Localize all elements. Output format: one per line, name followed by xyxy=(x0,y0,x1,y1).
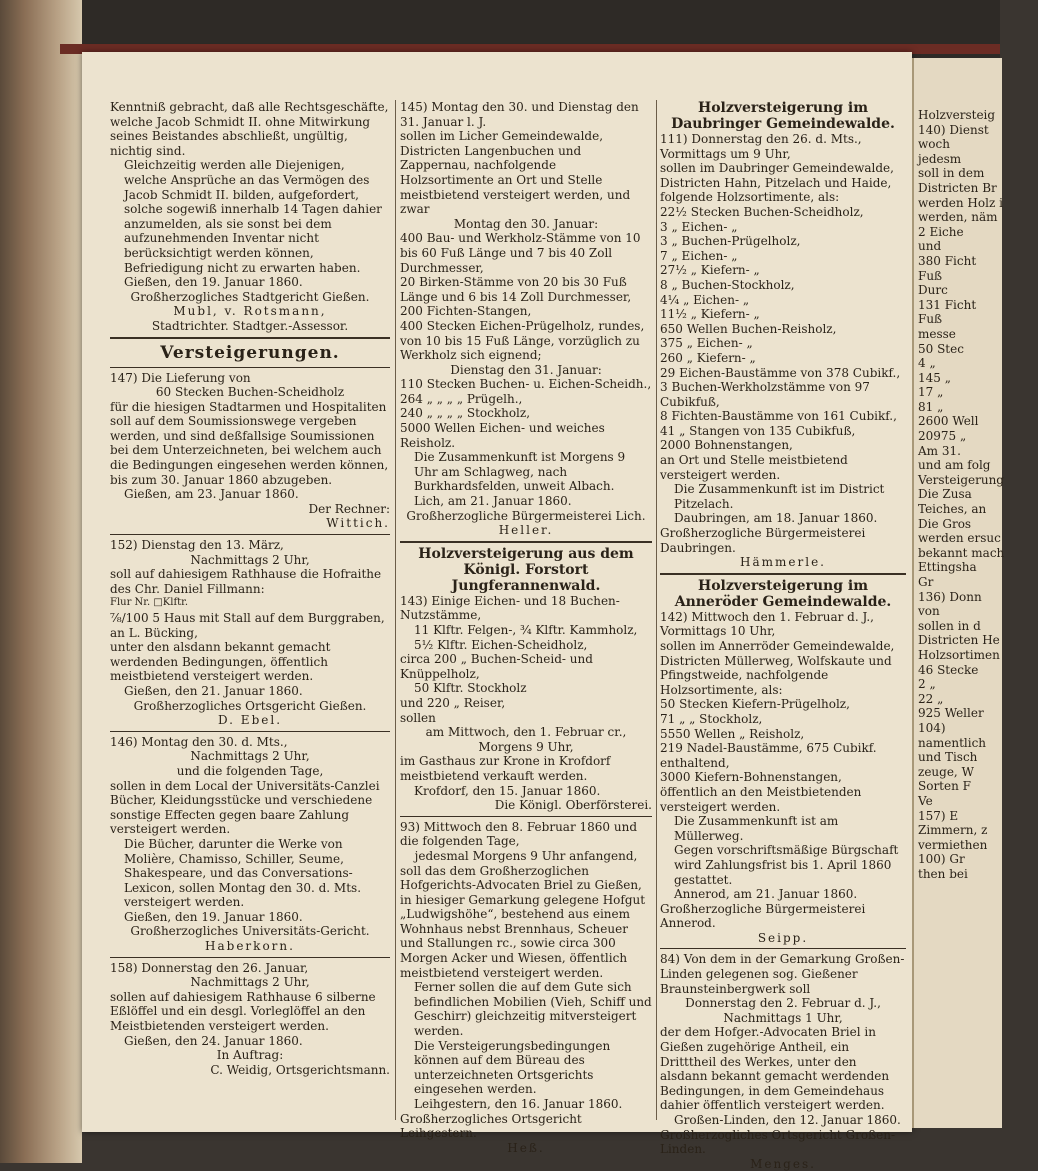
text-block: Die Zusammenkunft ist am Müllerweg. xyxy=(674,814,839,843)
signature: Heller. xyxy=(498,523,554,538)
signature-titles: Stadtrichter. Stadtger.-Assessor. xyxy=(151,318,349,333)
section-heading: Versteigerungen. xyxy=(160,342,340,363)
cropped-line: Sorten F xyxy=(918,779,971,794)
list-item: 41 „ Stangen von 135 Cubikfuß, xyxy=(660,423,856,438)
cropped-line: soll in dem xyxy=(918,166,985,181)
cropped-line: messe xyxy=(918,326,956,341)
column-2 xyxy=(400,100,652,1155)
text-block: soll auf dahiesigem Rathhause die Hofraithe des Chr. Daniel Fillmann: xyxy=(110,567,382,596)
list-item: 11 Klftr. Felgen-, ¾ Klftr. Kammholz, xyxy=(414,623,638,637)
text-block: sollen im Annerröder Gemeindewalde, Districten Müllerweg, Wolfskaute und Pfingstweide, nachfolgende Holzsortimente, als: xyxy=(660,639,895,697)
cropped-line: woch xyxy=(918,137,950,152)
cropped-line: 131 Ficht xyxy=(918,297,977,312)
notice-time: und die folgenden Tage, xyxy=(176,763,324,778)
notice-time: Nachmittags 2 Uhr, xyxy=(190,975,310,990)
cropped-line: Holzversteig xyxy=(918,108,996,122)
cropped-line: 46 Stecke xyxy=(918,662,979,677)
list-item: 71 „ „ Stockholz, xyxy=(660,711,763,726)
signature: Seipp. xyxy=(757,930,809,945)
text-block: im Gasthaus zur Krone in Krofdorf meistbietend verkauft werden. xyxy=(400,754,611,783)
table-header: Flur Nr. □Klftr. xyxy=(110,597,189,609)
date-line: Gießen, am 23. Januar 1860. xyxy=(124,487,299,502)
date-line: Krofdorf, den 15. Januar 1860. xyxy=(414,783,601,798)
list-item: 29 Eichen-Baustämme von 378 Cubikf., xyxy=(660,365,901,380)
cropped-line: 2 „ xyxy=(918,677,936,692)
list-item: 22½ Stecken Buchen-Scheidholz, xyxy=(660,204,864,219)
authority: Großherzogliche Bürgermeisterei Lich. xyxy=(406,508,646,523)
cropped-line: 20975 „ xyxy=(918,429,967,444)
signature: C. Weidig, Ortsgerichtsmann. xyxy=(210,1062,390,1077)
cropped-column xyxy=(918,108,1038,881)
notice-number: 84) Von dem in der Gemarkung Großen-Linden gelegenen sog. Gießener Braunsteinbergwerk soll xyxy=(660,952,905,996)
date-line: Gießen, den 19. Januar 1860. xyxy=(124,909,303,924)
text-block: Die Zusammenkunft ist Morgens 9 Uhr am Schlagweg, nach Burkhardsfelden, unweit Albach. xyxy=(414,450,626,494)
cropped-line: 136) Donn xyxy=(918,589,982,604)
text-block: für die hiesigen Stadtarmen und Hospitaliten soll auf dem Soumissionswege vergeben werden, und sind deßfallsige Soumissionen bei dem Unterzeichneten, bei welchem auch die Bedingungen eingesehen werden können, bis zum 30. Januar 1860 abzugeben. xyxy=(110,399,389,487)
cropped-line: 104) xyxy=(918,720,946,735)
cropped-line: und am folg xyxy=(918,458,991,473)
cropped-line: 380 Ficht xyxy=(918,253,977,268)
text-block: Die Versteigerungsbedingungen können auf dem Büreau des unterzeichneten Ortsgerichts eingesehen werden. xyxy=(414,1038,611,1097)
cropped-line: 2600 Well xyxy=(918,414,979,429)
notice-heading: Holzversteigerung im Anneröder Gemeindewalde. xyxy=(674,577,892,610)
text-block: öffentlich an den Meistbietenden versteigert werden. xyxy=(660,784,862,814)
column-rule xyxy=(395,100,396,1120)
notice-number: 143) Einige Eichen- und 18 Buchen-Nutzstämme, xyxy=(400,593,620,623)
divider xyxy=(400,541,652,543)
text-block: der dem Hofger.-Advocaten Briel in Gießen zugehörige Antheil, ein Dritttheil des Werkes, unter den alsdann bekannt gemacht werdenden Bedingungen, in dem Gemeindehaus dahier öffentlich versteigert werden. xyxy=(660,1025,890,1113)
cropped-line: werden Holz i xyxy=(918,195,1003,210)
divider xyxy=(110,534,390,535)
notice-time: jedesmal Morgens 9 Uhr anfangend, xyxy=(414,848,638,863)
divider xyxy=(400,816,652,817)
list-item: 3 „ Eichen- „ xyxy=(660,219,738,234)
signature: Hämmerle. xyxy=(740,555,826,570)
list-item: 3 „ Buchen-Prügelholz, xyxy=(660,234,801,249)
cropped-line: Ettingsha xyxy=(918,560,977,575)
cropped-line: Teiches, an xyxy=(918,502,987,517)
divider xyxy=(660,573,906,575)
list-item: und 220 „ Reiser, xyxy=(400,695,506,710)
text-block: sollen xyxy=(400,710,436,725)
authority: Großherzogliches Stadtgericht Gießen. xyxy=(130,289,370,304)
notice-time: Nachmittags 2 Uhr, xyxy=(190,552,310,567)
cropped-line: von xyxy=(918,604,940,619)
list-item: 3000 Kiefern-Bohnenstangen, xyxy=(660,770,842,785)
cropped-line: und xyxy=(918,239,942,254)
notice-heading: Holzversteigerung im Daubringer Gemeindewalde. xyxy=(671,100,895,132)
next-page-edge xyxy=(912,58,1005,1128)
divider xyxy=(110,957,390,958)
cropped-line: 925 Weller xyxy=(918,706,984,721)
cropped-line: werden ersuc xyxy=(918,531,1001,546)
text-block: Kenntniß gebracht, daß alle Rechtsgeschäfte, welche Jacob Schmidt II. ohne Mitwirkung seines Beistandes abschließt, ungültig, nichtig sind. xyxy=(110,100,389,158)
notice-number: 158) Donnerstag den 26. Januar, xyxy=(110,960,309,975)
notice-number: 145) Montag den 30. und Dienstag den 31. Januar l. J. xyxy=(400,100,639,129)
list-item: 260 „ Kiefern- „ xyxy=(660,350,756,365)
book-spine xyxy=(0,0,82,1163)
divider xyxy=(110,367,390,368)
text-block: soll das dem Großherzoglichen Hofgerichts-Advocaten Briel zu Gießen, in hiesiger Gemarkung gelegene Hofgut „Ludwigshöhe“, bestehend aus einem Wohnhaus nebst Brennhaus, Scheuer und Stallungen rc., sowie circa 300 Morgen Acker und Wiesen, öffentlich meistbietend versteigert werden. xyxy=(400,863,646,980)
list-item: 240 „ „ „ „ Stockholz, xyxy=(400,406,531,421)
cropped-line: werden, näm xyxy=(918,210,998,225)
cropped-line: 157) E xyxy=(918,808,959,823)
column-1 xyxy=(110,100,390,1077)
cropped-line: namentlich xyxy=(918,735,987,750)
cropped-line: sollen in d xyxy=(918,618,981,633)
divider xyxy=(110,731,390,732)
notice-time: Donnerstag den 2. Februar d. J., Nachmittags 1 Uhr, xyxy=(685,996,881,1025)
signature: Haberkorn. xyxy=(205,939,295,954)
list-item: 50 Klftr. Stockholz xyxy=(414,681,527,696)
list-item: 3 Buchen-Werkholzstämme von 97 Cubikfuß, xyxy=(660,380,870,409)
cropped-line: 22 „ xyxy=(918,691,944,706)
notice-item: 60 Stecken Buchen-Scheidholz xyxy=(155,385,345,400)
cropped-line: Die Zusa xyxy=(918,487,972,502)
cropped-line: Ve xyxy=(918,793,933,808)
cropped-line: bekannt mach xyxy=(918,545,1005,560)
divider xyxy=(110,337,390,339)
cropped-line: Die Gros xyxy=(918,516,972,531)
notice-number: 146) Montag den 30. d. Mts., xyxy=(110,734,288,749)
text-block: sollen auf dahiesigem Rathhause 6 silberne Eßlöffel und ein desgl. Vorleglöffel an den Meistbietenden versteigert werden. xyxy=(110,989,376,1034)
cropped-line: Gr xyxy=(918,575,934,589)
notice-time: Morgens 9 Uhr, xyxy=(478,739,574,754)
text-block: Ferner sollen die auf dem Gute sich befindlichen Mobilien (Vieh, Schiff und Geschirr) gleichzeitig mitversteigert werden. xyxy=(414,980,652,1039)
newspaper-page xyxy=(82,52,912,1171)
notice-number: 147) Die Lieferung von xyxy=(110,370,251,385)
cropped-line: Districten Br xyxy=(918,180,997,195)
signature: D. Ebel. xyxy=(217,713,283,728)
date-line: Gießen, den 19. Januar 1860. xyxy=(124,275,303,290)
list-item: 2000 Bohnenstangen, xyxy=(660,438,793,453)
list-item: 8 Fichten-Baustämme von 161 Cubikf., xyxy=(660,409,897,424)
list-item: 20 Birken-Stämme von 20 bis 30 Fuß Länge und 6 bis 14 Zoll Durchmesser, xyxy=(400,275,632,304)
cropped-line: 4 „ xyxy=(918,356,936,371)
list-item: 4¼ „ Eichen- „ xyxy=(660,292,750,307)
authority: Großherzogliches Ortsgericht Großen-Linden. xyxy=(660,1127,896,1157)
list-item: circa 200 „ Buchen-Scheid- und Knüppelholz, xyxy=(400,652,593,681)
list-item: 50 Stecken Kiefern-Prügelholz, xyxy=(660,697,850,712)
text-block: Die Zusammenkunft ist im District Pitzelach. xyxy=(674,482,885,511)
list-item: 650 Wellen Buchen-Reisholz, xyxy=(660,321,837,336)
notice-time: am Mittwoch, den 1. Februar cr., xyxy=(425,725,627,740)
text-block: Die Bücher, darunter die Werke von Molière, Chamisso, Schiller, Seume, Shakespeare, und das Conversations-Lexicon, sollen Montag den 30. d. Mts. versteigert werden. xyxy=(124,836,362,910)
cropped-line: Holzsortimen xyxy=(918,647,1000,662)
cropped-line: Fuß xyxy=(918,268,943,283)
notice-number: 111) Donnerstag den 26. d. Mts., Vormittags um 9 Uhr, xyxy=(660,132,862,161)
date-line: Daubringen, am 18. Januar 1860. xyxy=(674,511,878,526)
date-line: Großen-Linden, den 12. Januar 1860. xyxy=(674,1113,901,1127)
signature: Heß. xyxy=(507,1140,545,1155)
list-item: 219 Nadel-Baustämme, 675 Cubikf. enthaltend, xyxy=(660,741,877,770)
cropped-line: Versteigerung xyxy=(918,472,1004,487)
text-block: Gleichzeitig werden alle Diejenigen, welche Ansprüche an das Vermögen des Jacob Schmidt II. bilden, aufgefordert, solche sogewiß innerhalb 14 Tagen dahier anzumelden, als sie sonst bei dem aufzunehmenden Inventar nicht berücksichtigt werden können, Befriedigung nicht zu erwarten haben. xyxy=(124,158,382,275)
notice-number: 93) Mittwoch den 8. Februar 1860 und die folgenden Tage, xyxy=(400,819,637,849)
list-item: 8 „ Buchen-Stockholz, xyxy=(660,277,795,292)
text-block: unter den alsdann bekannt gemacht werdenden Bedingungen, öffentlich meistbietend versteigert werden. xyxy=(110,640,331,684)
list-item: 11½ „ Kiefern- „ xyxy=(660,307,760,322)
cropped-line: 81 „ xyxy=(918,399,944,414)
authority: Die Königl. Oberförsterei. xyxy=(494,798,652,813)
authority: In Auftrag: xyxy=(216,1048,284,1063)
notice-number: 142) Mittwoch den 1. Februar d. J., Vormittags 10 Uhr, xyxy=(660,609,874,639)
text-block: an Ort und Stelle meistbietend versteigert werden. xyxy=(660,453,848,482)
text-block: sollen im Daubringer Gemeindewalde, Districten Hahn, Pitzelach und Haide, folgende Holzsortimente, als: xyxy=(660,161,894,205)
cropped-line: 2 Eiche xyxy=(918,224,964,239)
text-block: Gegen vorschriftsmäßige Bürgschaft wird Zahlungsfrist bis 1. April 1860 gestattet. xyxy=(674,843,899,887)
notice-time: Nachmittags 2 Uhr, xyxy=(190,749,310,764)
notice-heading: Holzversteigerung aus dem Königl. Forstort Jungferannenwald. xyxy=(418,545,634,594)
cropped-line: Districten He xyxy=(918,633,1000,648)
table-row: ⅞/100 5 Haus mit Stall auf dem Burggraben, an L. Bücking, xyxy=(110,611,385,640)
subheading: Montag den 30. Januar: xyxy=(453,216,599,231)
cropped-line: 50 Stec xyxy=(918,341,964,356)
signature: Mubl, v. Rotsmann, xyxy=(173,304,327,319)
authority: Der Rechner: xyxy=(308,501,390,516)
list-item: 5½ Klftr. Eichen-Scheidholz, xyxy=(414,637,588,652)
signature: Menges. xyxy=(750,1156,816,1171)
authority: Großherzogliches Ortsgericht Leihgestern. xyxy=(400,1111,582,1141)
cropped-line: then bei xyxy=(918,866,968,881)
column-3 xyxy=(660,100,906,1171)
cropped-line: 145 „ xyxy=(918,370,951,385)
notice-number: 152) Dienstag den 13. März, xyxy=(110,538,284,553)
list-item: 200 Fichten-Stangen, xyxy=(400,304,532,319)
list-item: 5550 Wellen „ Reisholz, xyxy=(660,726,805,741)
date-line: Gießen, den 21. Januar 1860. xyxy=(124,683,303,698)
list-item: 5000 Wellen Eichen- und weiches Reisholz. xyxy=(400,421,605,450)
column-rule xyxy=(656,100,657,1120)
authority: Großherzogliches Ortsgericht Gießen. xyxy=(133,698,367,713)
list-item: 400 Bau- und Werkholz-Stämme von 10 bis 60 Fuß Länge und 7 bis 40 Zoll Durchmesser, xyxy=(400,231,641,275)
cropped-line: Fuß xyxy=(918,312,943,327)
cropped-line: Durc xyxy=(918,283,948,298)
list-item: 110 Stecken Buchen- u. Eichen-Scheidh., xyxy=(400,377,652,392)
cropped-line: jedesm xyxy=(918,151,962,166)
cropped-line: Zimmern, z xyxy=(918,823,988,838)
date-line: Annerod, am 21. Januar 1860. xyxy=(674,887,858,902)
divider xyxy=(660,948,906,949)
list-item: 375 „ Eichen- „ xyxy=(660,336,753,351)
list-item: 264 „ „ „ „ Prügelh., xyxy=(400,391,523,406)
list-item: 7 „ Eichen- „ xyxy=(660,248,738,263)
cropped-line: zeuge, W xyxy=(918,764,974,779)
list-item: 400 Stecken Eichen-Prügelholz, rundes, von 10 bis 15 Fuß Länge, vorzüglich zu Werkholz sich eignend; xyxy=(400,318,645,363)
authority: Großherzogliche Bürgermeisterei Annerod. xyxy=(660,901,866,931)
text-block: sollen im Licher Gemeindewalde, Districten Langenbuchen und Zappernau, nachfolgende Holzsortimente an Ort und Stelle meistbietend versteigert werden, und zwar xyxy=(400,129,631,217)
signature: Wittich. xyxy=(326,516,390,531)
date-line: Leihgestern, den 16. Januar 1860. xyxy=(414,1097,623,1111)
date-line: Lich, am 21. Januar 1860. xyxy=(414,494,572,509)
cropped-line: und Tisch xyxy=(918,750,978,765)
cropped-line: vermiethen xyxy=(918,837,988,852)
cropped-line: 140) Dienst xyxy=(918,122,989,137)
subheading: Dienstag den 31. Januar: xyxy=(450,362,602,377)
cropped-line: 100) Gr xyxy=(918,852,965,867)
cropped-line: Am 31. xyxy=(918,443,961,458)
list-item: 27½ „ Kiefern- „ xyxy=(660,263,760,278)
date-line: Gießen, den 24. Januar 1860. xyxy=(124,1033,303,1048)
text-block: sollen in dem Local der Universitäts-Canzlei Bücher, Kleidungsstücke und verschiedene sonstige Effecten gegen baare Zahlung versteigert werden. xyxy=(110,778,380,837)
cropped-line: 17 „ xyxy=(918,385,944,400)
authority: Großherzogliches Universitäts-Gericht. xyxy=(130,924,370,939)
authority: Großherzogliche Bürgermeisterei Daubringen. xyxy=(660,526,866,555)
